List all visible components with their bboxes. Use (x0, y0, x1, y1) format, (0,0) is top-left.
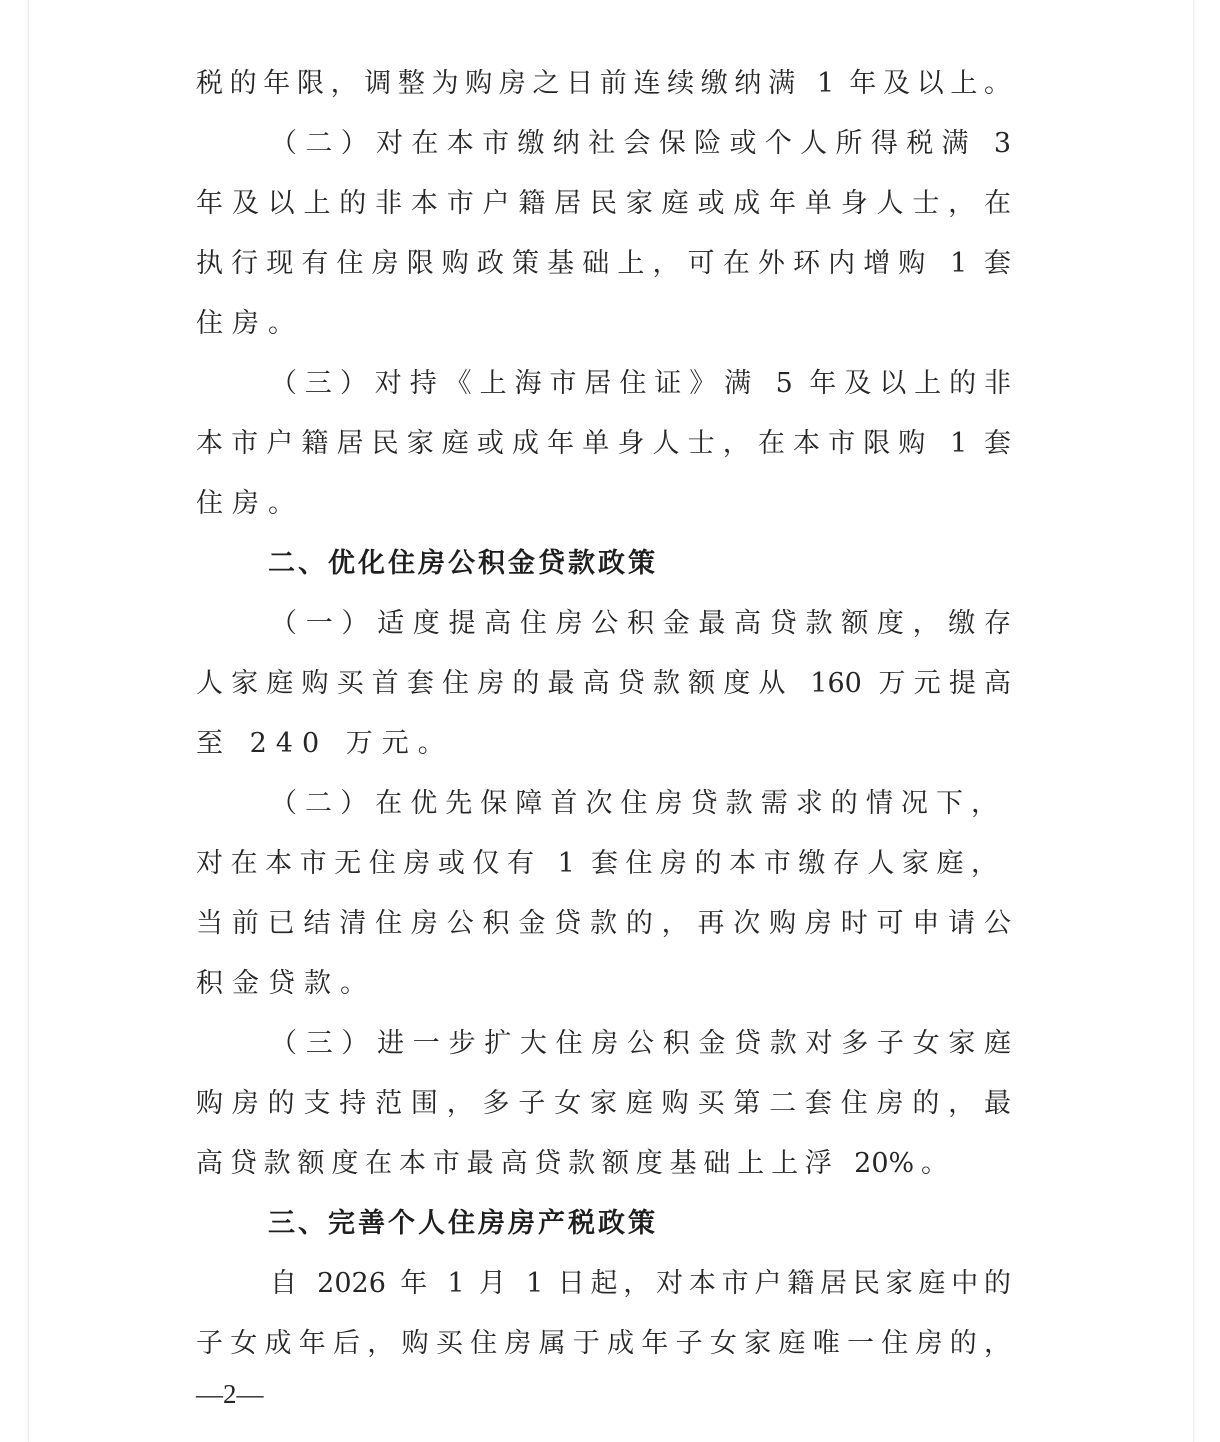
section-heading: 二、优化住房公积金贷款政策 (268, 548, 658, 579)
page-edge-left (28, 0, 29, 1442)
text-line: （一）适度提高住房公积金最高贷款额度，缴存 (270, 608, 1011, 639)
text-line: （三）对持《上海市居住证》满 5 年及以上的非 (270, 368, 1011, 399)
text-line: 当前已结清住房公积金贷款的，再次购房时可申请公 (196, 908, 1011, 939)
text-line: 积金贷款。 (196, 968, 376, 999)
text-line: （二）对在本市缴纳社会保险或个人所得税满 3 (270, 128, 1011, 159)
text-line: 本市户籍居民家庭或成年单身人士，在本市限购 1 套 (196, 428, 1011, 459)
text-line: 住房。 (196, 308, 304, 339)
text-line: 对在本市无住房或仅有 1 套住房的本市缴存人家庭， (196, 848, 998, 879)
text-line: 年及以上的非本市户籍居民家庭或成年单身人士，在 (196, 188, 1011, 219)
text-line: 住房。 (196, 488, 304, 519)
text-line: 人家庭购买首套住房的最高贷款额度从 160 万元提高 (196, 668, 1011, 699)
text-line: 税的年限，调整为购房之日前连续缴纳满 1 年及以上。 (196, 68, 1011, 99)
text-line: 执行现有住房限购政策基础上，可在外环内增购 1 套 (196, 248, 1011, 279)
page-edge-right (1193, 0, 1194, 1442)
text-line: 子女成年后，购买住房属于成年子女家庭唯一住房的， (196, 1328, 1011, 1359)
text-line: （三）进一步扩大住房公积金贷款对多子女家庭 (270, 1028, 1011, 1059)
page-number: —2— (196, 1379, 264, 1409)
text-line: 购房的支持范围，多子女家庭购买第二套住房的，最 (196, 1088, 1011, 1119)
text-line: 自 2026 年 1 月 1 日起，对本市户籍居民家庭中的 (270, 1268, 1011, 1299)
text-line: 至 240 万元。 (196, 728, 454, 759)
text-line: 高贷款额度在本市最高贷款额度基础上上浮 20%。 (196, 1148, 948, 1179)
text-line: （二）在优先保障首次住房贷款需求的情况下， (270, 788, 998, 819)
section-heading: 三、完善个人住房房产税政策 (268, 1208, 658, 1239)
